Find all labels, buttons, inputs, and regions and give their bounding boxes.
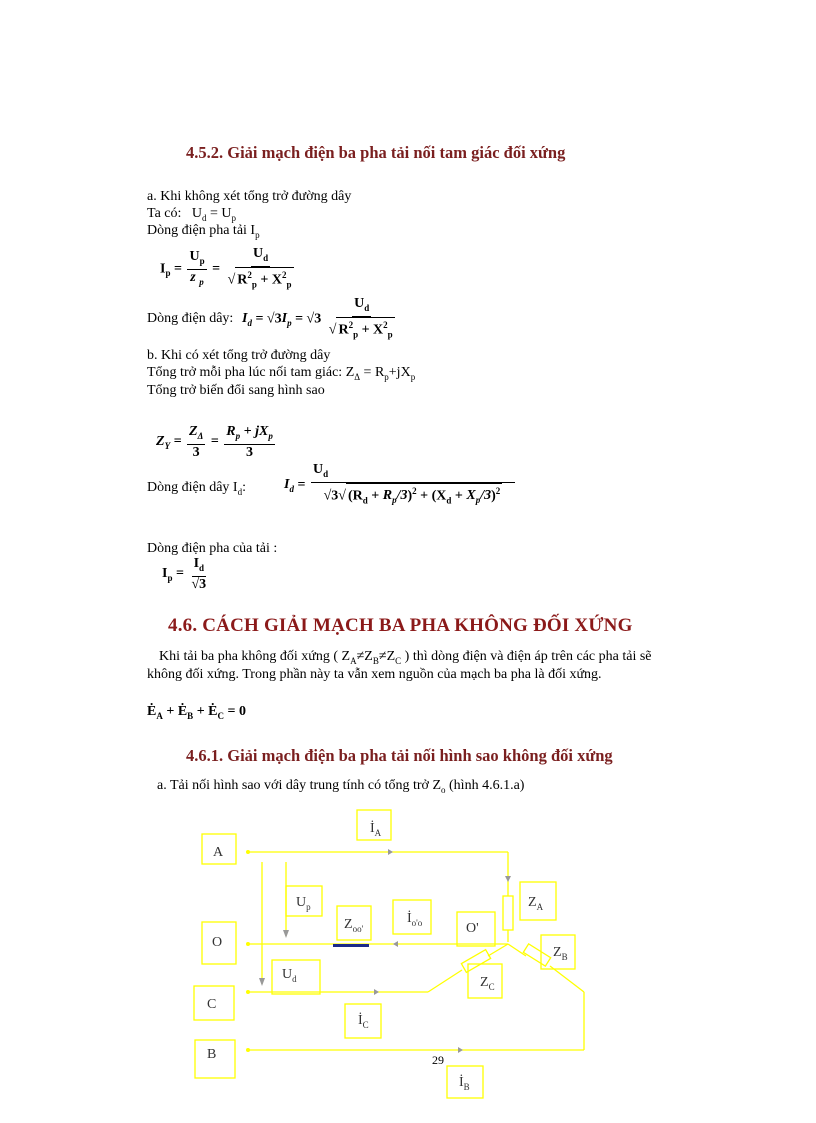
para-46-line2: không đối xứng. Trong phần này ta vẫn xem nguồn của mạch ba pha là đối xứng. (147, 667, 602, 682)
section-461-heading: 4.6.1. Giải mạch điện ba pha tải nối hình sao không đối xứng (186, 746, 613, 765)
label-c: C (207, 997, 217, 1012)
label-zc: $Z_C$ (480, 975, 495, 992)
node-a (246, 850, 250, 854)
label-ud: $U_d$ (282, 967, 297, 984)
label-o: O (212, 935, 223, 950)
box-zoo (337, 906, 371, 940)
node-b (246, 1048, 250, 1052)
label-up: $U_p$ (296, 895, 311, 912)
box-ioo (393, 900, 431, 934)
dong-pha-tai: Dòng điện pha tải $I_p$ (147, 223, 260, 240)
label-zoo: $Z_{oo'}$ (344, 917, 364, 934)
formula-ip: $I_p$ = $\frac{U_p}{z _p}$ = $\frac{U_d}{√ R^2_p + X^2_p}$ (160, 246, 298, 292)
arrow-ia (388, 849, 393, 855)
a-title: a. Khi không xét tổng trở đường dây (147, 189, 352, 204)
arrow-ic (374, 989, 379, 995)
section-46-heading: 4.6. CÁCH GIẢI MẠCH BA PHA KHÔNG ĐỐI XỨNG (168, 615, 633, 636)
page-number: 29 (432, 1053, 444, 1067)
label-b: B (207, 1047, 217, 1062)
arrow-za (505, 876, 511, 882)
zoo-bar (333, 944, 369, 947)
wire-zb-2 (550, 966, 584, 992)
formula-id-line: $I_d$ = $\frac{U_d}{√3√ (R_d + R_p/3)^2 + (X_d + X_p/3)^2}$ (284, 462, 517, 508)
arrow-ib (458, 1047, 463, 1053)
node-c (246, 990, 250, 994)
tong-tro-moi-pha: Tổng trở mỗi pha lúc nối tam giác: $Z_\Delta = R_p+jX_p$ (147, 365, 416, 382)
node-o (246, 942, 250, 946)
zc-resistor (461, 950, 490, 973)
dong-day-id: Dòng điện dây $I_d$: (147, 480, 246, 497)
label-ib: $İ_B$ (459, 1075, 470, 1092)
para-46-line1: Khi tải ba pha không đối xứng ( $Z_A\ne Z_B\ne Z_C$ ) thì dòng điện và điện áp trên các pha tải sẽ (159, 649, 652, 666)
wire-zc-2 (428, 970, 462, 992)
label-za: $Z_A$ (528, 895, 544, 912)
formula-ea-eb-ec: $Ė_A$ + $Ė_B$ + $Ė_C = 0$ (147, 704, 246, 721)
tong-tro-bien-doi: Tổng trở biến đổi sang hình sao (147, 383, 325, 398)
b-title: b. Khi có xét tổng trở đường dây (147, 348, 331, 363)
label-zb: $Z_B$ (553, 945, 568, 962)
box-za (520, 882, 556, 920)
label-oprime: O' (466, 921, 479, 936)
arrow-up (283, 930, 289, 938)
para-461-a: a. Tải nối hình sao với dây trung tính có tổng trở $Z_o$ (hình 4.6.1.a) (157, 778, 525, 795)
dong-pha-cua-tai: Dòng điện pha của tải : (147, 541, 278, 556)
formula-id: $I_d = √3I_p = √3$ $\frac{U_d}{√ R^2_p + X^2_p}$ (242, 296, 399, 342)
taco-line: Ta có: $U_d = U_p$ (147, 206, 237, 223)
wire-zb-1 (508, 944, 526, 956)
arrow-ud (259, 978, 265, 986)
label-ia: $İ_A$ (370, 821, 382, 838)
label-ic: $İ_C$ (358, 1013, 369, 1030)
zb-resistor (523, 944, 550, 966)
label-a: A (213, 845, 224, 860)
formula-zy: $Z_Y$ = $\frac{Z_\Delta}{3}$ = $\frac{R_p + jX_p}{3}$ (156, 424, 273, 460)
dong-dien-day: Dòng điện dây: (147, 311, 234, 326)
za-resistor (503, 896, 513, 930)
formula-ip-final: $I_p$ = $\frac{I_d}{√3}$ (162, 556, 207, 592)
label-ioo: $İ_{o'o}$ (407, 911, 423, 928)
section-452-heading: 4.5.2. Giải mạch điện ba pha tải nối tam giác đối xứng (186, 143, 566, 162)
arrow-ioo (393, 941, 398, 947)
